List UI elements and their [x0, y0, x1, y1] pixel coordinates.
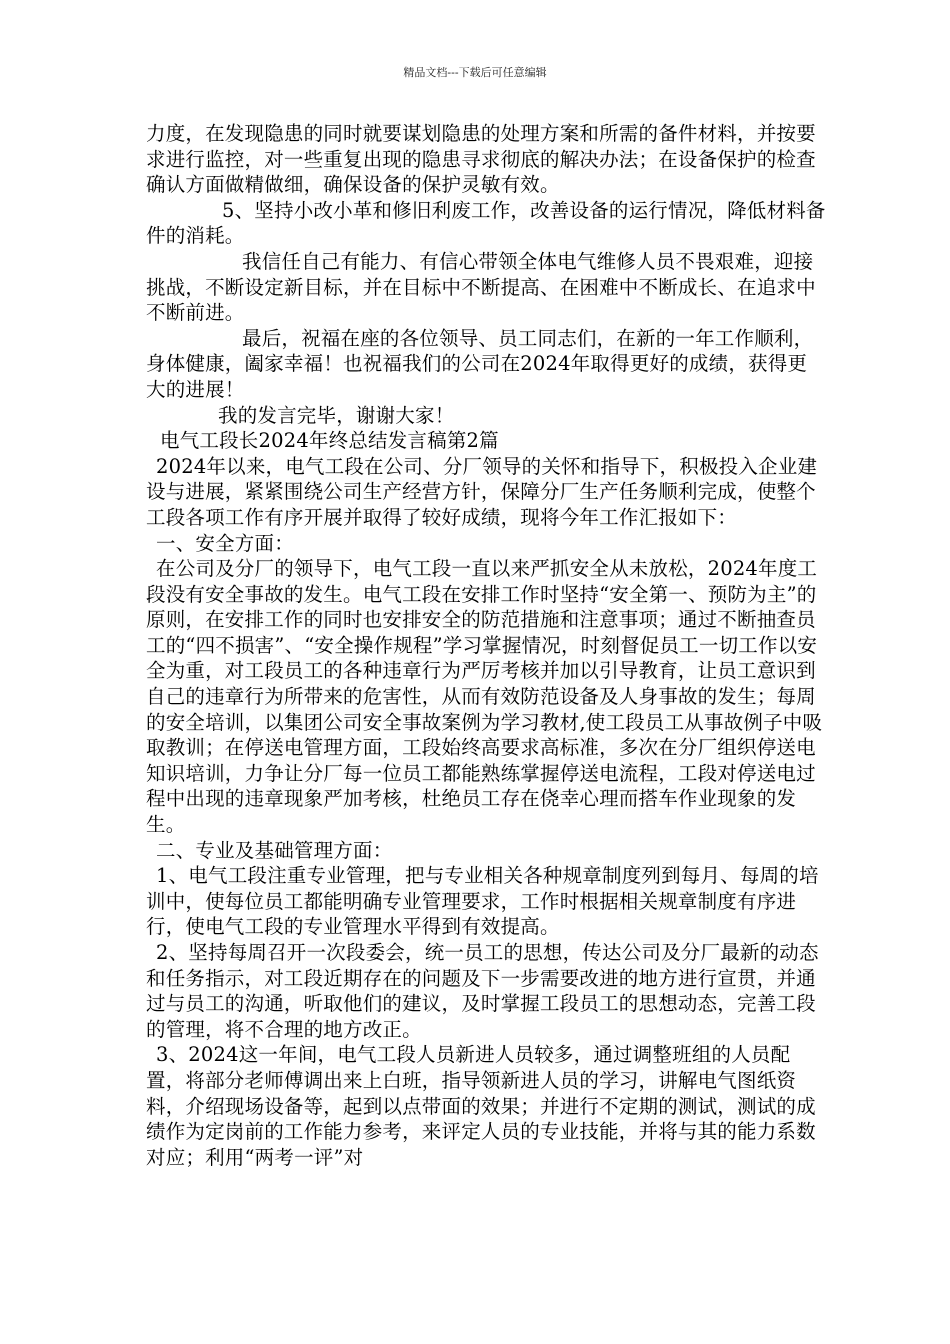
paragraph: 我信任自己有能力、有信心带领全体电气维修人员不畏艰难，迎接挑战，不断设定新目标，并在目标中不断提高、在困难中不断成长、在追求中不断前进。: [146, 249, 816, 325]
paragraph: 在公司及分厂的领导下，电气工段一直以来严抓安全从未放松，2024年度工段没有安全事故的发生。电气工段在安排工作时坚持“安全第一、预防为主”的原则，在安排工作的同时也安排安全的防范措施和注意事项；通过不断抽查员工的“四不损害”、“安全操作规程”学习掌握情况，时刻督促员工一切工作以安全为重，对工段员工的各种违章行为严厉考核并加以引导教育，让员工意识到自己的违章行为所带来的危害性，从而有效防范设备及人身事故的发生；每周的安全培训，以集团公司安全事故案例为学习教材,使工段员工从事故例子中吸取教训；在停送电管理方面，工段始终高要求高标准，多次在分厂组织停送电知识培训，力争让分厂每一位员工都能熟练掌握停送电流程，工段对停送电过程中出现的违章现象严加考核，杜绝员工存在侥幸心理而搭车作业现象的发生。: [146, 557, 823, 837]
section-title: 电气工段长2024年终总结发言稿第2篇: [160, 429, 499, 453]
paragraph: 2、坚持每周召开一次段委会，统一员工的思想，传达公司及分厂最新的动态和任务指示，对工段近期存在的问题及下一步需要改进的地方进行宣贯，并通过与员工的沟通，听取他们的建议，及时掌握工段员工的思想动态，完善工段的管理，将不合理的地方改正。: [146, 941, 819, 1041]
paragraph: 2024年以来，电气工段在公司、分厂领导的关怀和指导下，积极投入企业建设与进展，紧紧围绕公司生产经营方针，保障分厂生产任务顺利完成，使整个工段各项工作有序开展并取得了较好成绩，现将今年工作汇报如下：: [146, 454, 818, 529]
paragraph: 3、2024这一年间，电气工段人员新进人员较多，通过调整班组的人员配置，将部分老师傅调出来上白班，指导领新进人员的学习，讲解电气图纸资料，介绍现场设备等，起到以点带面的效果；并进行不定期的测试，测试的成绩作为定岗前的工作能力参考，来评定人员的专业技能，并将与其的能力系数对应；利用“两考一评”对: [146, 1043, 816, 1169]
document-body: [146, 121, 826, 1170]
paragraph: 力度，在发现隐患的同时就要谋划隐患的处理方案和所需的备件材料，并按要求进行监控，对一些重复出现的隐患寻求彻底的解决办法；在设备保护的检查确认方面做精做细，确保设备的保护灵敏有效。: [146, 122, 816, 197]
paragraph: 5、坚持小改小革和修旧利废工作，改善设备的运行情况，降低材料备件的消耗。: [146, 198, 826, 248]
paragraph: 1、电气工段注重专业管理，把与专业相关各种规章制度列到每月、每周的培训中，使每位员工都能明确专业管理要求，工作时根据相关规章制度有序进行，使电气工段的专业管理水平得到有效提高。: [146, 864, 819, 939]
paragraph: 我的发言完毕，谢谢大家！: [218, 403, 455, 427]
paragraph: 最后，祝福在座的各位领导、员工同志们，在新的一年工作顺利，身体健康，阖家幸福！也祝福我们的公司在2024年取得更好的成绩，获得更大的进展！: [146, 326, 814, 401]
section-heading: 二、专业及基础管理方面：: [156, 838, 393, 862]
section-heading: 一、安全方面：: [156, 531, 294, 555]
page-header: 精品文档---下载后可任意编辑: [403, 66, 547, 79]
